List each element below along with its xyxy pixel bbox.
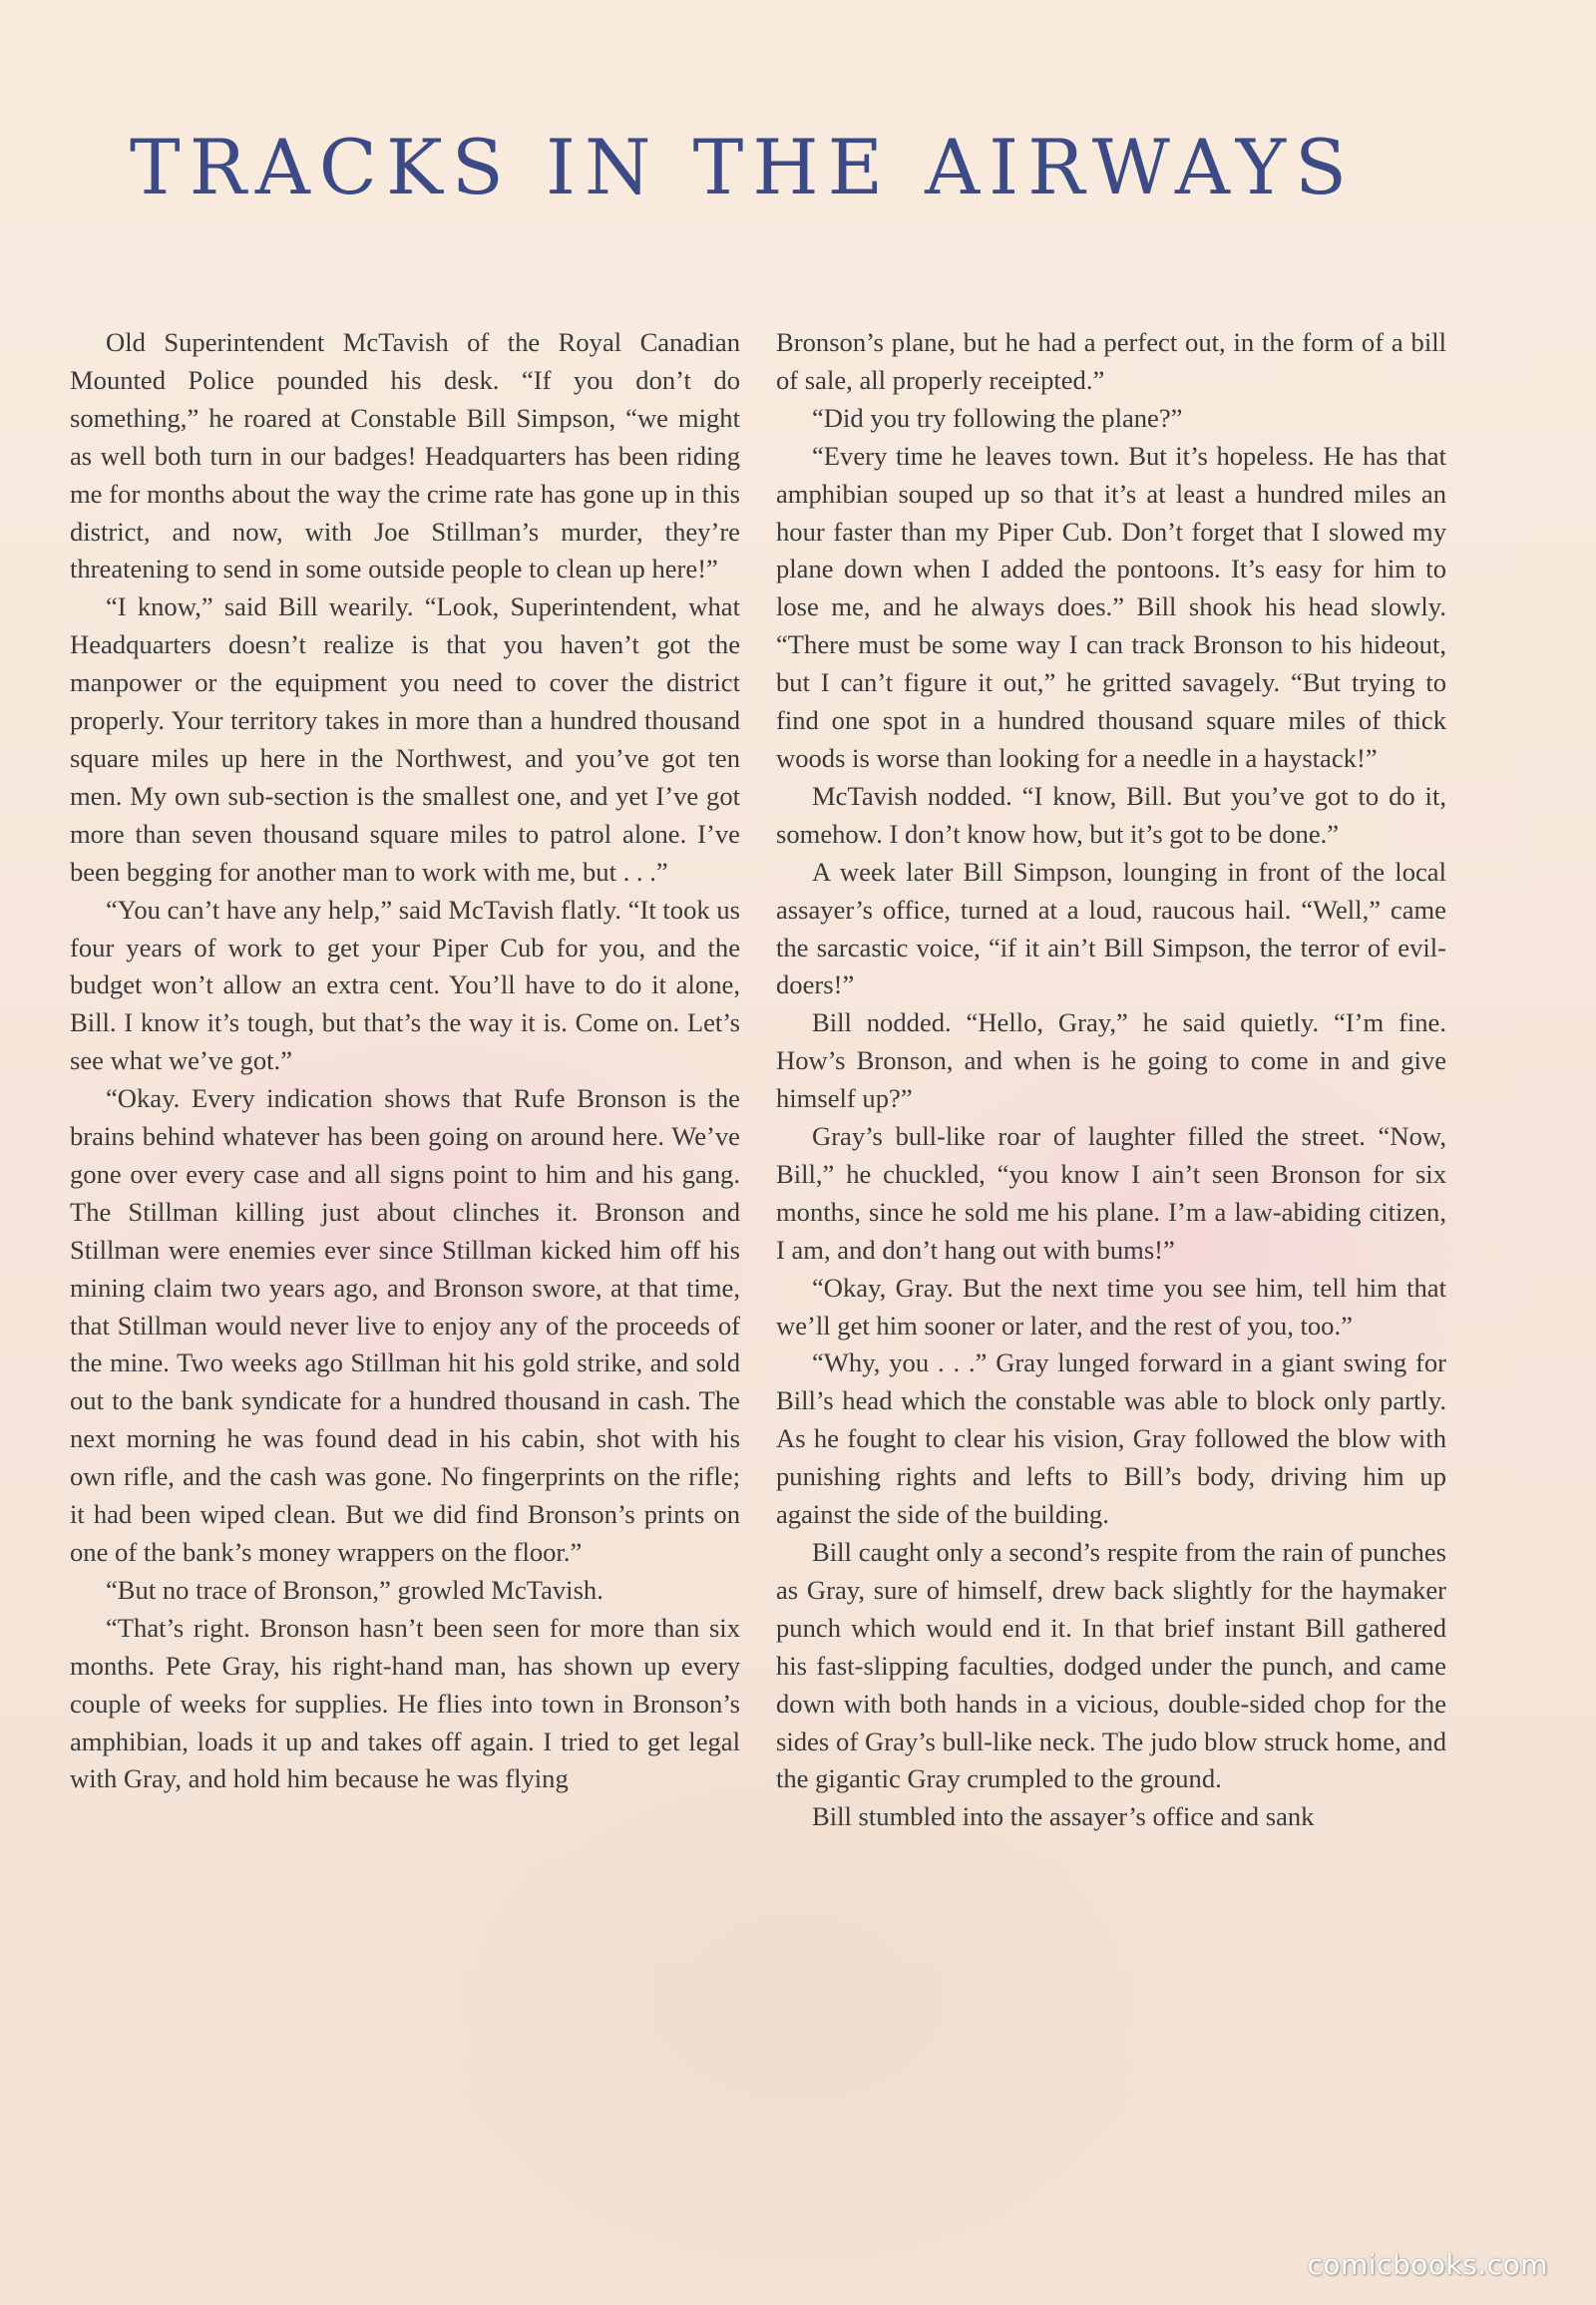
paragraph: Bill stumbled into the assayer’s office and sank (812, 1801, 1315, 1832)
right-column (776, 324, 1446, 2159)
paragraph: Old Superintendent McTavish of the Royal Canadian Mounted Police pounded his desk. “If you don’t do something,” he roared at Constable Bill Simpson, “we might as well both turn in our badges! Headquarters has been riding me for months about the way the crime rate has gone up in this district, and now, with Joe Stillman’s murder, they’re threatening to send in some outside people to clean up here!” (70, 327, 740, 584)
left-column (70, 324, 740, 2159)
paragraph: “That’s right. Bronson hasn’t been seen for more than six months. Pete Gray, his right-hand man, has shown up every couple of weeks for supplies. He flies into town in Bronson’s amphibian, loads it up and takes off again. I tried to get legal with Gray, and hold him because he was flying (70, 1612, 740, 1794)
paragraph: “Every time he leaves town. But it’s hopeless. He has that amphibian souped up so that it’s at least a hundred miles an hour faster than my Piper Cub. Don’t forget that I slowed my plane down when I added the pontoons. It’s easy for him to lose me, and he always does.” Bill shook his head slowly. “There must be some way I can track Bronson to his hideout, but I can’t figure it out,” he gritted savagely. “But trying to find one spot in a hundred thousand square miles of thick woods is worse than looking for a needle in a haystack!” (776, 440, 1446, 773)
paragraph: Gray’s bull-like roar of laughter filled the street. “Now, Bill,” he chuckled, “you know I ain’t seen Bronson for six months, since he sold me his plane. I’m a law-abiding citizen, I am, and don’t hang out with bums!” (776, 1121, 1446, 1265)
paragraph: “Did you try following the plane?” (812, 402, 1183, 433)
watermark: comicbooks.com (1307, 2248, 1548, 2281)
paragraph: Bill nodded. “Hello, Gray,” he said quietly. “I’m fine. How’s Bronson, and when is he going to come in and give himself up?” (776, 1007, 1446, 1114)
paragraph: “I know,” said Bill wearily. “Look, Superintendent, what Headquarters doesn’t realize is that you haven’t got the manpower or the equipment you need to cover the district properly. Your territory takes in more than a hundred thousand square miles up here in the Northwest, and you’ve got ten men. My own sub-section is the smallest one, and yet I’ve got more than seven thousand square miles to patrol alone. I’ve been begging for another man to work with me, but . . .” (70, 591, 740, 887)
paragraph: “You can’t have any help,” said McTavish flatly. “It took us four years of work to get your Piper Cub for you, and the budget won’t allow an extra cent. You’ll have to do it alone, Bill. I know it’s tough, but that’s the way it is. Come on. Let’s see what we’ve got.” (70, 894, 740, 1076)
paragraph: “Okay. Every indication shows that Rufe Bronson is the brains behind whatever has been going on around here. We’ve gone over every case and all signs point to him and his gang. The Stillman killing just about clinches it. Bronson and Stillman were enemies ever since Stillman kicked him off his mining claim two years ago, and Bronson swore, at that time, that Stillman would never live to enjoy any of the proceeds of the mine. Two weeks ago Stillman hit his gold strike, and sold out to the bank syndicate for a hundred thousand in cash. The next morning he was found dead in his cabin, shot with his own rifle, and the cash was gone. No fingerprints on the rifle; it had been wiped clean. But we did find Bronson’s prints on one of the bank’s money wrappers on the floor.” (70, 1083, 740, 1567)
paragraph: McTavish nodded. “I know, Bill. But you’ve got to do it, somehow. I don’t know how, but it’s got to be done.” (776, 780, 1446, 849)
paragraph: “Why, you . . .” Gray lunged forward in a giant swing for Bill’s head which the constable was able to block only partly. As he fought to clear his vision, Gray followed the blow with punishing rights and lefts to Bill’s body, driving him up against the side of the building. (776, 1347, 1446, 1530)
paragraph: “But no trace of Bronson,” growled McTavish. (106, 1574, 603, 1605)
text-columns (70, 324, 1446, 2159)
story-title: TRACKS IN THE AIRWAYS (130, 123, 1357, 211)
paragraph: Bill caught only a second’s respite from the rain of punches as Gray, sure of himself, drew back slightly for the haymaker punch which would end it. In that brief instant Bill gathered his fast-slipping faculties, dodged under the punch, and came down with both hands in a vicious, double-sided chop for the sides of Gray’s bull-like neck. The judo blow struck home, and the gigantic Gray crumpled to the ground. (776, 1537, 1446, 1794)
paragraph: A week later Bill Simpson, lounging in front of the local assayer’s office, turned at a loud, raucous hail. “Well,” came the sarcastic voice, “if it ain’t Bill Simpson, the terror of evil-doers!” (776, 856, 1446, 1000)
paragraph: “Okay, Gray. But the next time you see him, tell him that we’ll get him sooner or later, and the rest of you, too.” (776, 1272, 1446, 1341)
paragraph-continued: Bronson’s plane, but he had a perfect out, in the form of a bill of sale, all properly receipted.” (776, 327, 1446, 395)
